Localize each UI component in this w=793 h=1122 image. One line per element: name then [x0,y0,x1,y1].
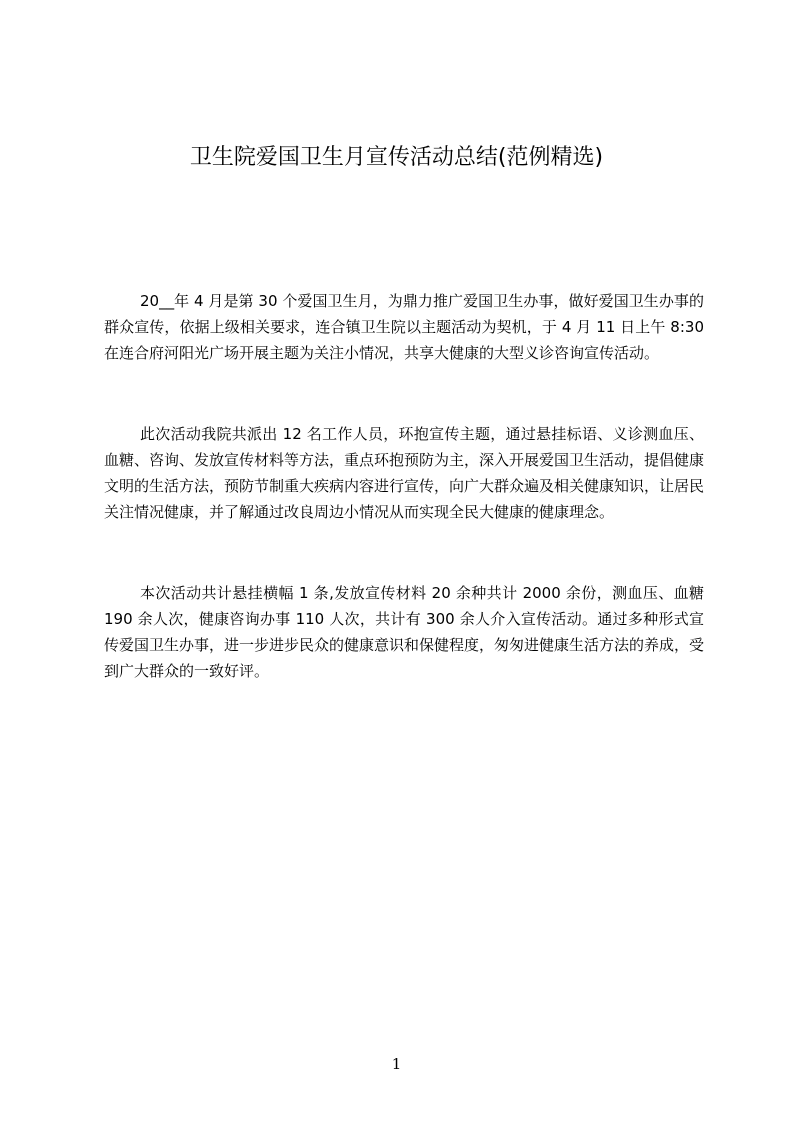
paragraph-3: 本次活动共计悬挂横幅 1 条,发放宣传材料 20 余种共计 2000 余份，测血压、血糖 190 余人次，健康咨询办事 110 人次，共计有 300 余人介入宣传活动。通过多种形式宣传爱国卫生办事，进一步进步民众的健康意识和保健程度，匆匆进健康生活方法的养成，受到广大群众的一致好评。 [104,584,705,680]
paragraph-2: 此次活动我院共派出 12 名工作人员，环抱宣传主题，通过悬挂标语、义诊测血压、血糖、咨询、发放宣传材料等方法，重点环抱预防为主，深入开展爱国卫生活动，提倡健康文明的生活方法，预防节制重大疾病内容进行宣传，向广大群众遍及相关健康知识，让居民关注情况健康，并了解通过改良周边小情况从而实现全民大健康的健康理念。 [104,425,705,521]
paragraph-1: 20__年 4 月是第 30 个爱国卫生月，为鼎力推广爱国卫生办事，做好爱国卫生办事的群众宣传，依据上级相关要求，连合镇卫生院以主题活动为契机，于 4 月 11 日上午 8:30 在连合府河阳光广场开展主题为关注小情况，共享大健康的大型义诊咨询宣传活动。 [104,292,704,362]
page-number: 1 [391,1055,402,1073]
document-title: 卫生院爱国卫生月宣传活动总结(范例精选) [189,145,604,170]
